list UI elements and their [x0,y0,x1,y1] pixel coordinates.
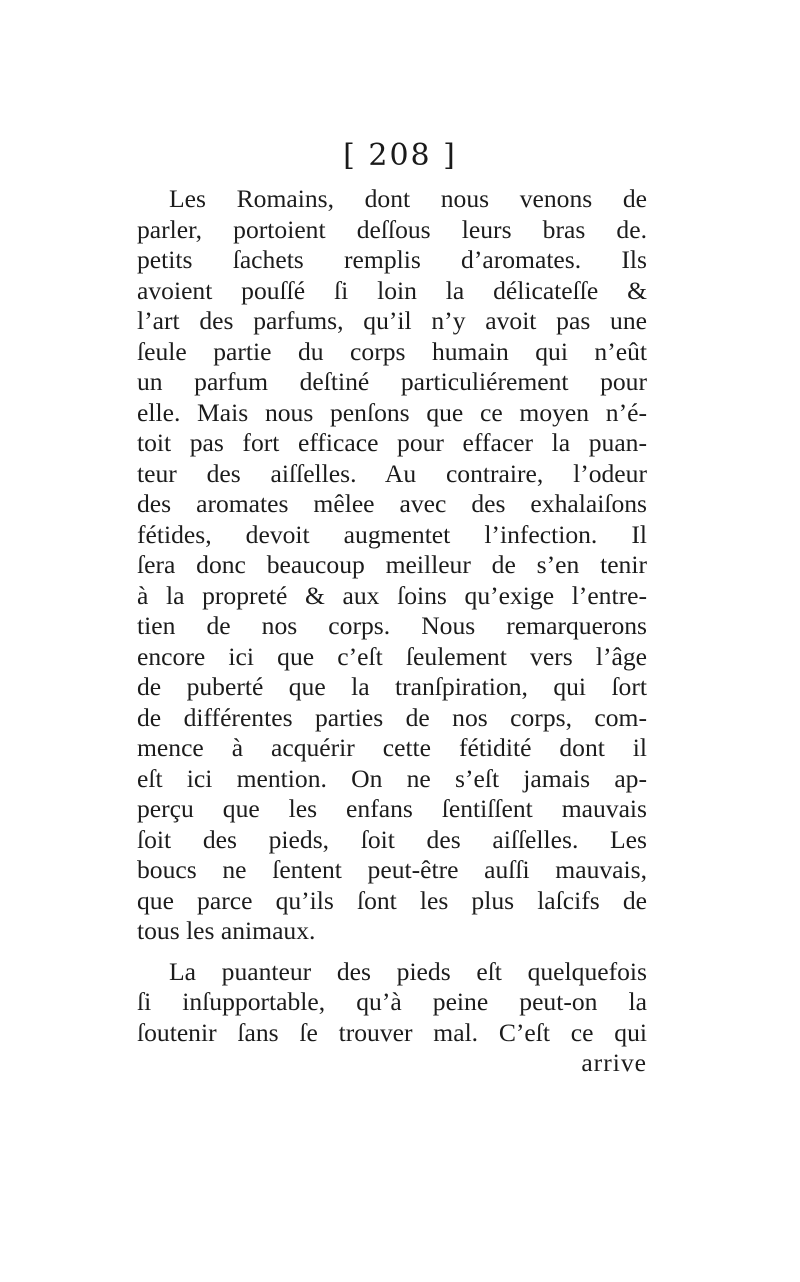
catchword: arrive [581,1048,647,1077]
text-line: tous les animaux. [137,916,316,945]
text-line: Les Romains, dont nous venons de [169,184,647,213]
text-line: elle. Mais nous penſons que ce moyen n’é- [137,397,647,427]
text-line: La puanteur des pieds eſt quelquefois [169,956,647,986]
text-line: ſoutenir ſans ſe trouver mal. C’eſt ce qui [137,1017,647,1047]
page-number: [ 208 ] [343,138,457,173]
text-line: avoient pouſſé ſi loin la délicateſſe & [137,275,647,305]
text-line: fétides, devoit augmentet l’infection. Il [137,519,647,549]
text-line: de puberté que la tranſpiration, qui ſort [137,672,647,701]
text-line: encore ici que c’eſt ſeulement vers l’âge [137,641,647,671]
text-line: que parce qu’ils ſont les plus laſcifs de [137,885,647,915]
text-line: de différentes parties de nos corps, com- [137,702,647,732]
text-line: à la propreté & aux ſoins qu’exige l’entre- [137,580,647,610]
paragraph-gap [137,947,647,957]
text-line: ſeule partie du corps humain qui n’eût [137,336,647,366]
text-line: un parfum deſtiné particuliérement pour [137,367,647,396]
text-line: boucs ne ſentent peut-être auſſi mauvais, [137,855,647,884]
text-line: tien de nos corps. Nous remarquerons [137,611,647,640]
paragraph-1 [137,184,647,947]
text-line: l’art des parfums, qu’il n’y avoit pas une [137,306,647,335]
text-line: teur des aiſſelles. Au contraire, l’odeur [137,458,647,488]
text-line: eſt ici mention. On ne s’eſt jamais ap- [137,763,647,793]
text-line: toit pas fort efficace pour effacer la puan- [137,428,647,457]
paragraph-2 [137,957,647,1049]
text-line: des aromates mêlee avec des exhalaiſons [137,489,647,518]
text-line: ſoit des pieds, ſoit des aiſſelles. Les [137,824,647,854]
text-line: mence à acquérir cette fétidité dont il [137,733,647,762]
text-line: perçu que les enfans ſentiſſent mauvais [137,794,647,823]
body-text [137,184,647,1079]
text-line: ſera donc beaucoup meilleur de s’en tenir [137,550,647,579]
text-line: parler, portoient deſſous leurs bras de. [137,214,647,244]
text-line: petits ſachets remplis d’aromates. Ils [137,245,647,274]
text-line: ſi inſupportable, qu’à peine peut-on la [137,987,647,1016]
